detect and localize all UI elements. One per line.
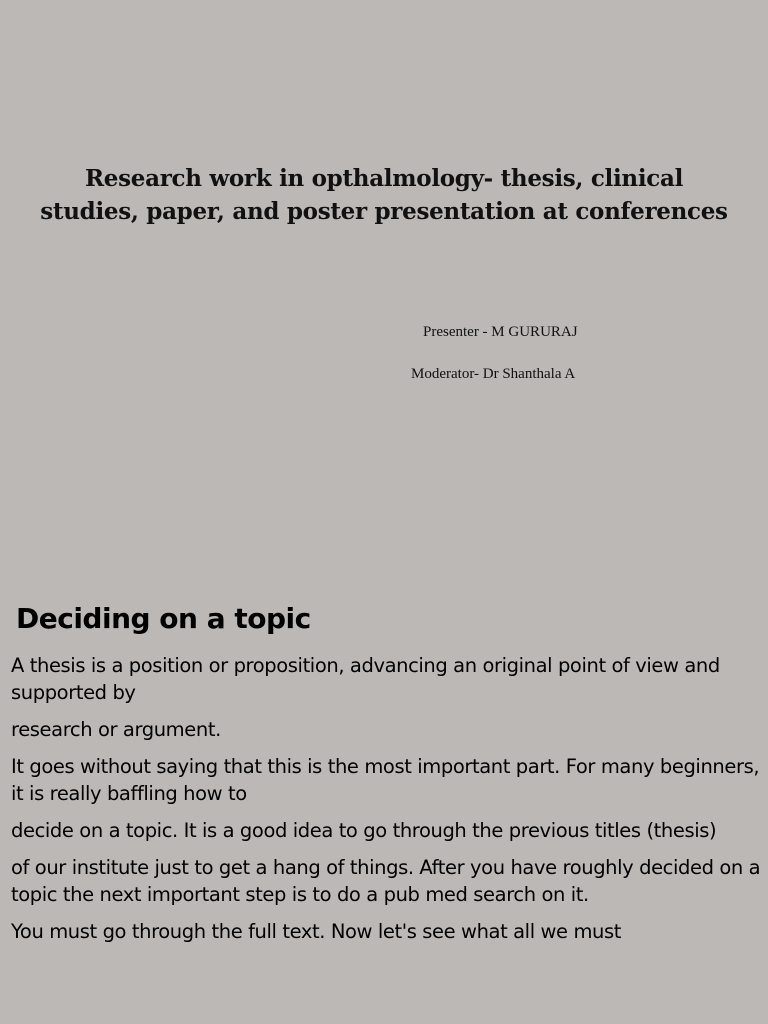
title-line-1: Research work in opthalmology- thesis, clinical [84,165,684,192]
presentation-title [0,162,768,228]
slide-heading: Deciding on a topic [16,602,311,635]
body-paragraph: research or argument. [11,718,221,741]
body-paragraph: decide on a topic. It is a good idea to go through the previous titles (thesis) [11,819,717,842]
body-paragraph: A thesis is a position or proposition, advancing an original point of view and supported by [11,654,720,704]
moderator-text: Moderator- Dr Shanthala A [411,366,576,382]
body-paragraph: It goes without saying that this is the most important part. For many beginners, it is really baffling how to [11,755,760,805]
presenter-text: Presenter - M GURURAJ [423,324,578,340]
content-slide [0,576,768,1024]
title-line-2: studies, paper, and poster presentation at conferences [40,198,728,225]
body-paragraph: You must go through the full text. Now let's see what all we must [11,920,622,943]
body-paragraph: of our institute just to get a hang of things. After you have roughly decided on a topic the next important step is to do a pub med search on it. [11,856,761,906]
slide-body [11,652,763,955]
